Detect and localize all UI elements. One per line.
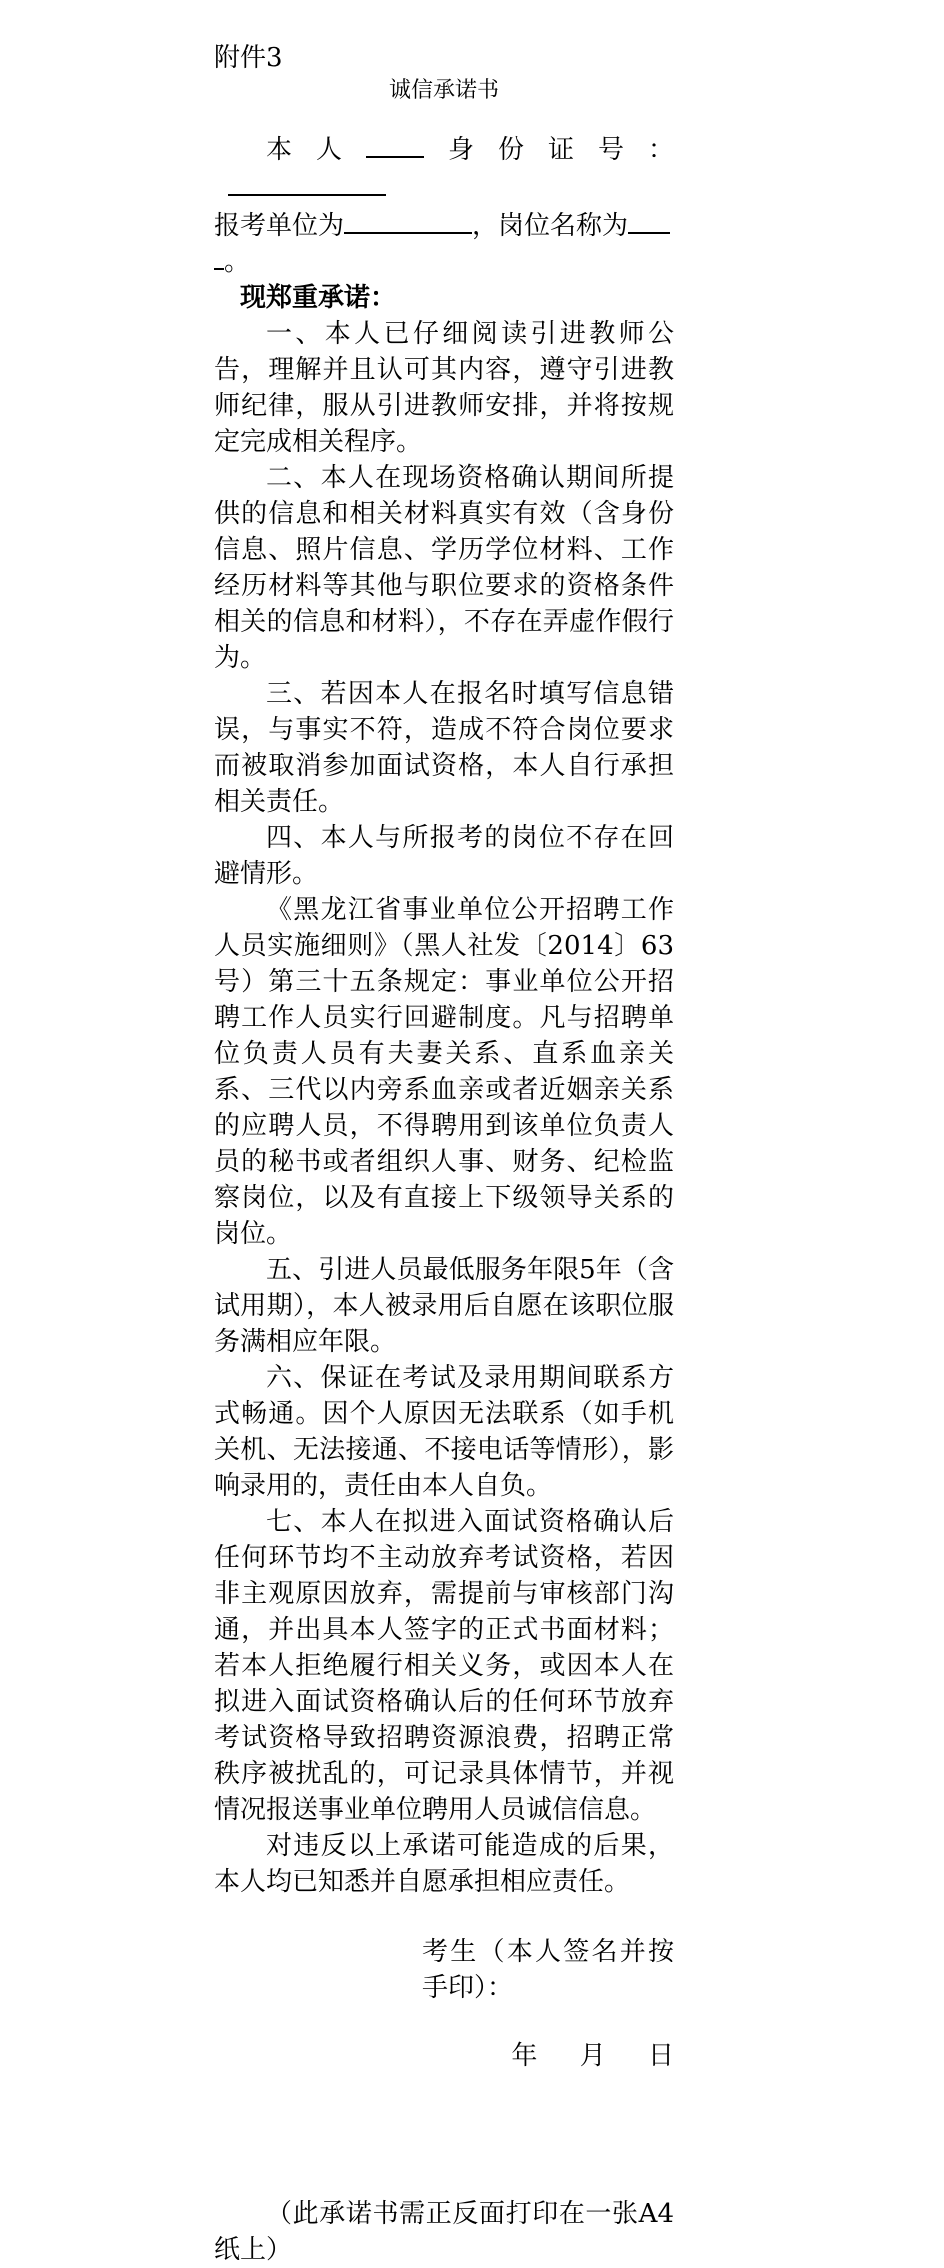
name-blank[interactable] xyxy=(366,130,424,158)
paragraph-closing: 对违反以上承诺可能造成的后果，本人均已知悉并自愿承担相应责任。 xyxy=(214,1831,674,1897)
paragraph-5: 五、引进人员最低服务年限5年（含试用期），本人被录用后自愿在该职位服务满相应年限。 xyxy=(214,1255,674,1357)
position-blank[interactable] xyxy=(628,206,670,234)
document-title: 诚信承诺书 xyxy=(388,78,499,103)
id-number-blank[interactable] xyxy=(228,168,386,196)
paragraph-1: 一、本人已仔细阅读引进教师公告，理解并且认可其内容，遵守引进教师纪律，服从引进教师安排，并将按规定完成相关程序。 xyxy=(214,319,674,457)
paragraph-4: 四、本人与所报考的岗位不存在回避情形。 xyxy=(214,823,674,889)
paragraph-2: 二、本人在现场资格确认期间所提供的信息和相关材料真实有效（含身份信息、照片信息、学历学位材料、工作经历材料等其他与职位要求的资格条件相关的信息和材料），不存在弄虚作假行为。 xyxy=(214,463,674,673)
paragraph-3: 三、若因本人在报名时填写信息错误，与事实不符，造成不符合岗位要求而被取消参加面试资格，本人自行承担相关责任。 xyxy=(214,679,674,817)
signature-line: 考生（本人签名并按手印）： xyxy=(422,1937,674,2003)
declaration-lead: 现郑重承诺： xyxy=(240,283,397,313)
date-year: 年 xyxy=(511,2041,538,2071)
unit-label: 报考单位为 xyxy=(214,211,345,241)
position-blank-continued xyxy=(214,246,224,270)
date-day: 日 xyxy=(647,2041,674,2071)
end-line xyxy=(214,244,674,280)
signature-block xyxy=(214,1934,674,2006)
print-note: （此承诺书需正反面打印在一张A4纸上） xyxy=(214,2199,674,2265)
paragraph-7: 七、本人在拟进入面试资格确认后任何环节均不主动放弃考试资格，若因非主观原因放弃，需提前与审核部门沟通，并出具本人签字的正式书面材料；若本人拒绝履行相关义务，或因本人在拟进入面试资格确认后的任何环节放弃考试资格导致招聘资源浪费，招聘正常秩序被扰乱的，可记录具体情节，并视情况报送事业单位聘用人员诚信信息。 xyxy=(214,1507,674,1825)
unit-blank[interactable] xyxy=(344,206,472,234)
paragraph-6: 六、保证在考试及录用期间联系方式畅通。因个人原因无法联系（如手机关机、无法接通、不接电话等情形），影响录用的，责任由本人自负。 xyxy=(214,1363,674,1501)
id-label: 身份证号： xyxy=(424,135,674,165)
date-month: 月 xyxy=(579,2041,606,2071)
date-line xyxy=(214,2038,674,2074)
attachment-label: 附件3 xyxy=(214,43,283,73)
unit-position-line xyxy=(214,206,674,244)
position-label: ，岗位名称为 xyxy=(472,211,629,241)
identity-line xyxy=(214,130,674,206)
document-page xyxy=(214,40,674,2268)
end-mark: 。 xyxy=(224,247,251,277)
name-prefix: 本人 xyxy=(266,135,366,165)
paragraph-regulation: 《黑龙江省事业单位公开招聘工作人员实施细则》（黑人社发〔2014〕63号）第三十五条规定：事业单位公开招聘工作人员实行回避制度。凡与招聘单位负责人员有夫妻关系、直系血亲关系、三代以内旁系血亲或者近姻亲关系的应聘人员，不得聘用到该单位负责人员的秘书或者组织人事、财务、纪检监察岗位，以及有直接上下级领导关系的岗位。 xyxy=(214,895,674,1249)
